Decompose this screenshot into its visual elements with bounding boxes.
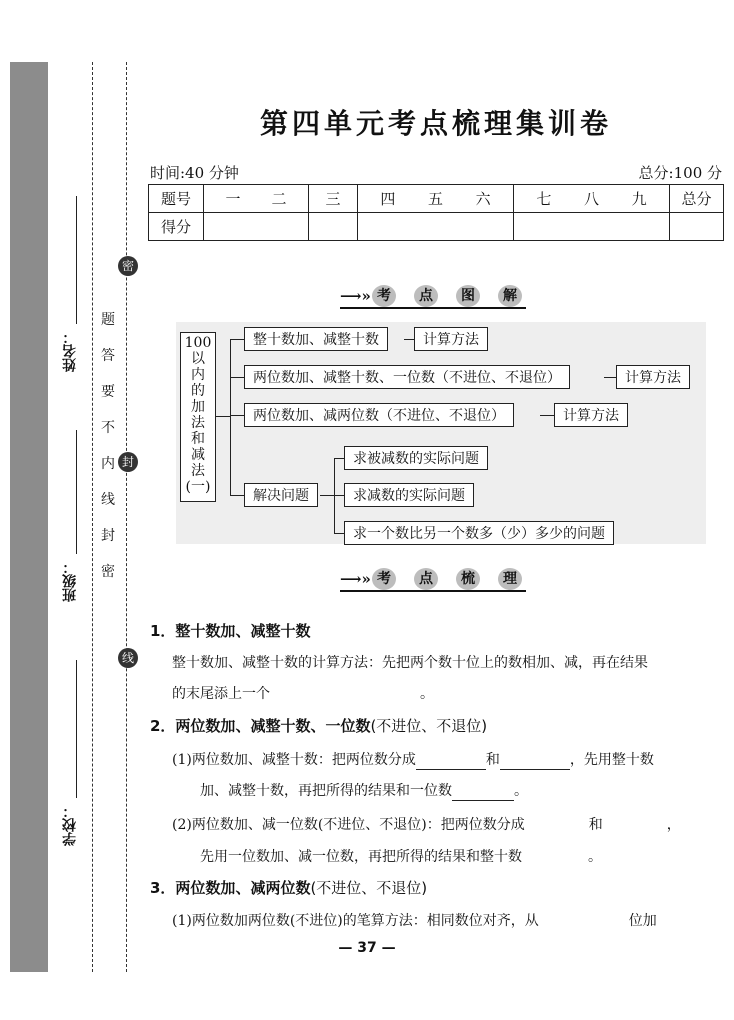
mindmap-leaf: 计算方法	[414, 327, 488, 351]
mindmap-leaf: 计算方法	[616, 365, 690, 389]
seal-feng: 封	[118, 452, 138, 472]
total-column-label: 总分	[681, 190, 712, 208]
banner-char: 考	[372, 568, 396, 590]
section-banner-kaodian-tujie	[340, 285, 526, 309]
mindmap-node: 整十数加、减整十数	[244, 327, 388, 351]
mindmap	[176, 322, 706, 544]
note-char: 答	[101, 348, 115, 364]
banner-char: 理	[498, 568, 522, 590]
binding-strip	[10, 62, 48, 972]
section-2-title: 2．两位数加、减整十数、一位数(不进位、不退位)	[150, 717, 488, 735]
section-2-item-1-line-1: (1)两位数加、减整十数：把两位数分成 和 ，先用整十数	[172, 752, 654, 768]
banner-char: 点	[414, 568, 438, 590]
section-2-item-2-line-2: 先用一位数加、减一位数，再把所得的结果和整十数 。	[200, 849, 602, 865]
score-cell[interactable]	[358, 213, 514, 241]
name-label: 姓名：	[62, 330, 78, 372]
note-char: 要	[101, 384, 115, 400]
note-char: 题	[101, 312, 115, 328]
score-cell[interactable]	[514, 213, 670, 241]
mindmap-node: 解决问题	[244, 483, 318, 507]
arrow-icon: ⟶»	[340, 570, 371, 588]
question-number: 二	[271, 190, 287, 208]
mindmap-leaf: 求减数的实际问题	[344, 483, 474, 507]
mindmap-leaf: 求被减数的实际问题	[344, 446, 488, 470]
answer-blank[interactable]	[500, 769, 570, 770]
banner-char: 解	[498, 285, 522, 307]
question-number: 六	[475, 190, 491, 208]
section-1-title: 1．整十数加、减整十数	[150, 622, 311, 640]
row-label-question: 题号	[149, 185, 204, 213]
seal-xian: 线	[118, 648, 138, 668]
note-char: 线	[101, 492, 115, 508]
row-label-score: 得分	[149, 213, 204, 241]
question-number: 八	[583, 190, 599, 208]
banner-char: 图	[456, 285, 480, 307]
seal-mi: 密	[118, 256, 138, 276]
banner-char: 点	[414, 285, 438, 307]
question-number: 三	[325, 190, 341, 208]
note-char: 不	[101, 420, 115, 436]
page-number: — 37 —	[338, 940, 396, 956]
total-score: 总分:100 分	[638, 164, 722, 182]
section-2-item-2-line-1: (2)两位数加、减一位数(不进位、不退位)：把两位数分成 和 ，	[172, 817, 681, 833]
mindmap-node: 两位数加、减整十数、一位数（不进位、不退位）	[244, 365, 570, 389]
note-char: 密	[101, 564, 115, 580]
cut-line-outer	[92, 62, 93, 972]
question-number: 五	[427, 190, 443, 208]
mindmap-leaf: 求一个数比另一个数多（少）多少的问题	[344, 521, 614, 545]
section-1-line-2: 的末尾添上一个 。	[172, 686, 434, 702]
cut-line-inner	[126, 62, 127, 972]
time-limit: 时间:40 分钟	[150, 164, 239, 182]
class-field[interactable]	[76, 430, 77, 554]
question-number: 四	[380, 190, 396, 208]
banner-char: 考	[372, 285, 396, 307]
note-char: 内	[101, 456, 115, 472]
section-2-item-1-line-2: 加、减整十数，再把所得的结果和一位数 。	[200, 783, 528, 799]
section-1-line-1: 整十数加、减整十数的计算方法：先把两个数十位上的数相加、减，再在结果	[172, 655, 648, 671]
school-label: 学校：	[62, 804, 78, 846]
mindmap-node: 两位数加、减两位数（不进位、不退位）	[244, 403, 514, 427]
answer-blank[interactable]	[452, 800, 514, 801]
score-cell[interactable]	[670, 213, 724, 241]
question-number: 九	[631, 190, 647, 208]
name-field[interactable]	[76, 196, 77, 324]
note-char: 封	[101, 528, 115, 544]
score-cell[interactable]	[204, 213, 309, 241]
score-table	[148, 184, 724, 241]
section-banner-kaodian-shuli	[340, 568, 526, 592]
mindmap-root: 100 以 内 的 加 法 和 减 法 (一)	[180, 332, 216, 502]
section-3-item-1-line-1: (1)两位数加两位数(不进位)的笔算方法：相同数位对齐，从 位加	[172, 913, 657, 929]
question-number: 一	[225, 190, 241, 208]
mindmap-leaf: 计算方法	[554, 403, 628, 427]
arrow-icon: ⟶»	[340, 287, 371, 305]
score-cell[interactable]	[309, 213, 358, 241]
question-number: 七	[536, 190, 552, 208]
class-label: 班级：	[62, 560, 78, 602]
banner-char: 梳	[456, 568, 480, 590]
answer-blank[interactable]	[416, 769, 486, 770]
school-field[interactable]	[76, 660, 77, 798]
page-title: 第四单元考点梳理集训卷	[259, 107, 612, 140]
section-3-title: 3．两位数加、减两位数(不进位、不退位)	[150, 879, 428, 897]
